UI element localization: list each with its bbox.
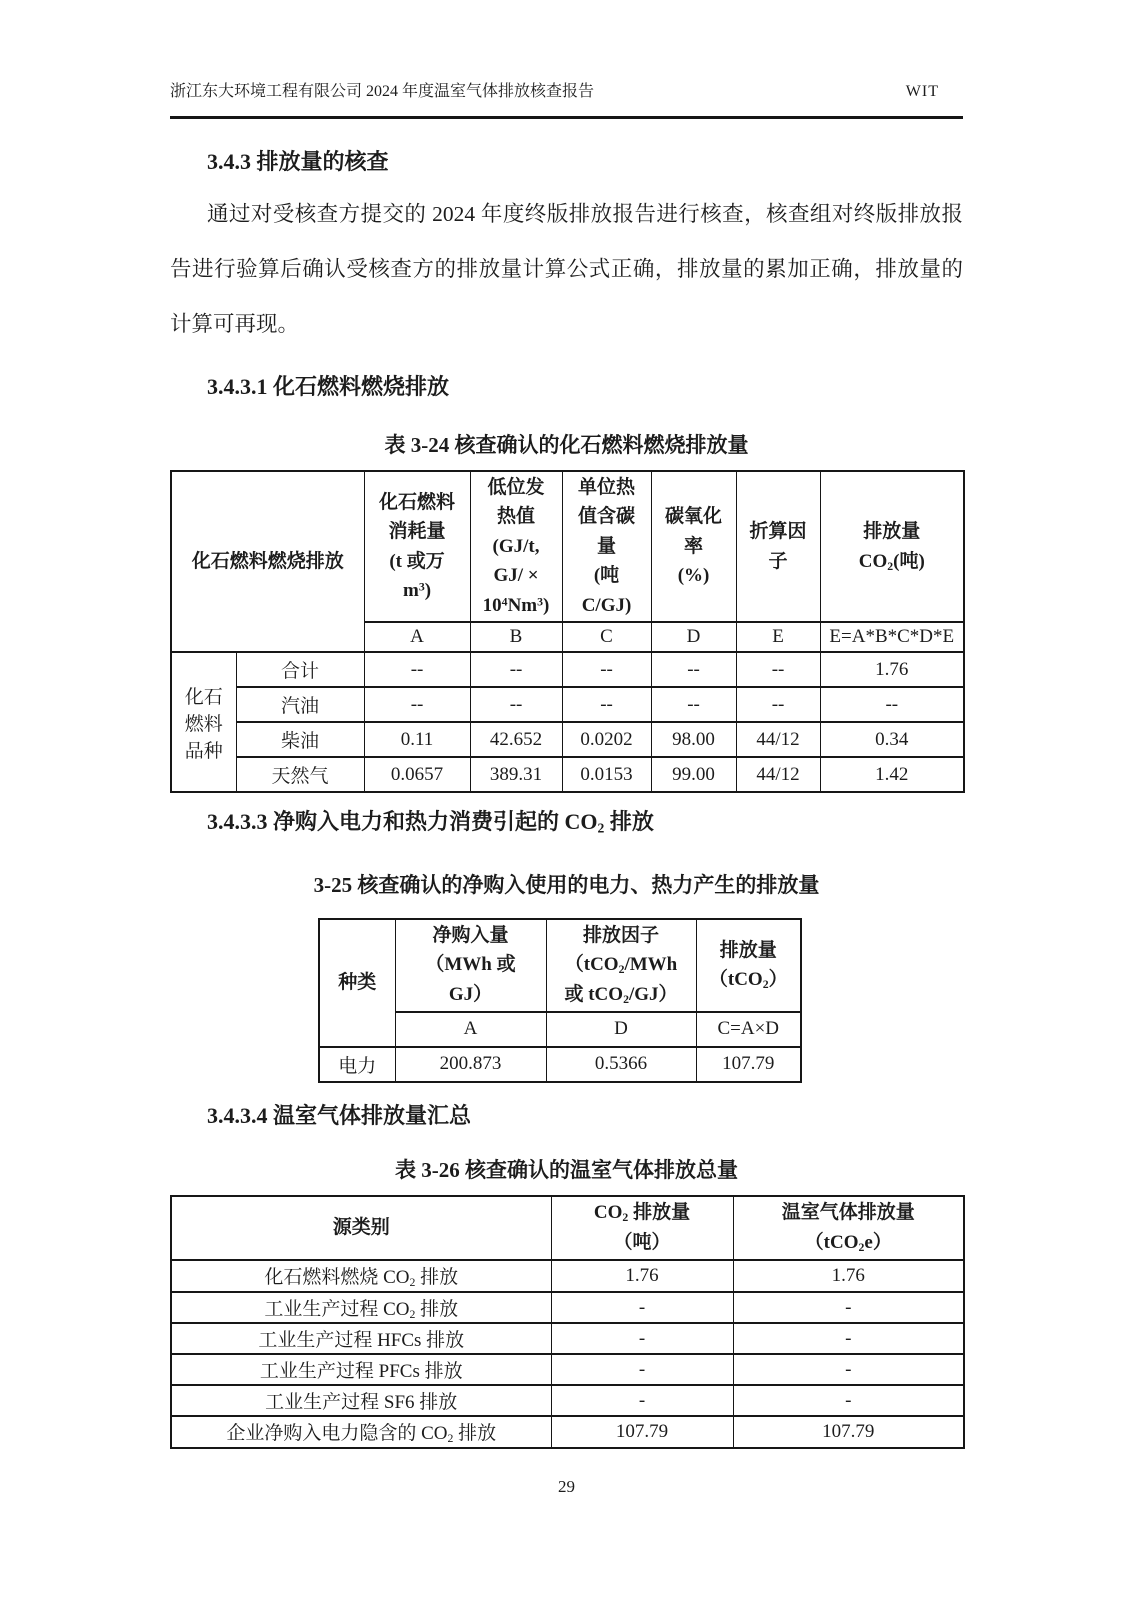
table-cell: 107.79	[551, 1416, 733, 1448]
t24-formula-cell: C	[562, 622, 651, 652]
table-3-24-caption: 表 3-24 核查确认的化石燃料燃烧排放量	[384, 433, 749, 457]
table-cell: -	[733, 1292, 964, 1324]
table-cell: -	[551, 1354, 733, 1385]
t25-column-header-emission: 排放量 （tCO$_2$）	[696, 919, 801, 1012]
table-cell: 1.76	[551, 1260, 733, 1292]
table-cell: 0.5366	[546, 1047, 696, 1082]
t25-column-header-net-purchase: 净购入量 （MWh 或 GJ）	[395, 919, 546, 1012]
ghg-emissions-summary-table	[170, 1195, 965, 1450]
table-cell: 1.42	[820, 757, 964, 792]
row-label: 工业生产过程 PFCs 排放	[171, 1354, 551, 1385]
page-number: 29	[558, 1477, 575, 1497]
t24-row-group-label: 化石 燃料 品种	[171, 652, 236, 792]
table-cell: 44/12	[736, 757, 820, 792]
table-cell: --	[562, 687, 651, 722]
table-cell: 0.0657	[364, 757, 470, 792]
t24-formula-cell: A	[364, 622, 470, 652]
t24-column-header-consumption: 化石燃料 消耗量 (t 或万 $m^3$)	[364, 471, 470, 622]
table-cell: 98.00	[651, 722, 736, 757]
t25-column-header-emission-factor: 排放因子 （tCO$_2$/MWh 或 tCO$_2$/GJ）	[546, 919, 696, 1012]
row-label: 柴油	[236, 722, 364, 757]
t24-column-header-carbon-content: 单位热 值含碳 量 (吨 C/GJ)	[562, 471, 651, 622]
table-cell: --	[364, 687, 470, 722]
table-cell: 0.11	[364, 722, 470, 757]
purchased-electricity-heat-table	[318, 918, 802, 1083]
t24-corner-header: 化石燃料燃烧排放	[171, 471, 364, 652]
table-cell: 0.0202	[562, 722, 651, 757]
t25-corner-header: 种类	[319, 919, 395, 1047]
table-cell: --	[470, 652, 562, 687]
table-cell: --	[651, 652, 736, 687]
fossil-fuel-combustion-table	[170, 470, 965, 793]
table-cell: 107.79	[696, 1047, 801, 1082]
section-heading-3-4-3: 3.4.3 排放量的核查	[207, 149, 389, 174]
row-label: 天然气	[236, 757, 364, 792]
table-cell: 200.873	[395, 1047, 546, 1082]
table-3-26-caption: 表 3-26 核查确认的温室气体排放总量	[395, 1157, 738, 1182]
t24-column-header-emission: 排放量 $CO_2$(吨)	[820, 471, 964, 622]
t26-column-header-co2-emission: $CO_2$ 排放量 （吨）	[551, 1196, 733, 1260]
t24-formula-cell: D	[651, 622, 736, 652]
table-cell: 99.00	[651, 757, 736, 792]
table-cell: --	[736, 687, 820, 722]
table-cell: 42.652	[470, 722, 562, 757]
table-cell: --	[364, 652, 470, 687]
section-heading-3-4-3-3: 3.4.3.3 净购入电力和热力消费引起的 $CO_2$ 排放	[207, 809, 654, 836]
row-label: 工业生产过程 HFCs 排放	[171, 1323, 551, 1354]
table-cell: --	[651, 687, 736, 722]
table-cell: -	[733, 1385, 964, 1416]
table-cell: 1.76	[820, 652, 964, 687]
page-content	[170, 0, 963, 1497]
table-cell: -	[551, 1323, 733, 1354]
header-title: 浙江东大环境工程有限公司 2024 年度温室气体排放核查报告	[170, 83, 595, 100]
t25-formula-cell: D	[546, 1012, 696, 1047]
body-paragraph: 通过对受核查方提交的 2024 年度终版排放报告进行核查，核查组对终版排放报告进行验算后确认受核查方的排放量计算公式正确，排放量的累加正确，排放量的计算可再现。	[170, 202, 963, 336]
row-label: 工业生产过程 SF6 排放	[171, 1385, 551, 1416]
t24-formula-cell: E	[736, 622, 820, 652]
table-cell: --	[736, 652, 820, 687]
table-cell: 389.31	[470, 757, 562, 792]
section-heading-3-4-3-4: 3.4.3.4 温室气体排放量汇总	[207, 1102, 472, 1128]
row-label: 合计	[236, 652, 364, 687]
table-cell: --	[820, 687, 964, 722]
table-cell: -	[551, 1385, 733, 1416]
t25-formula-cell: A	[395, 1012, 546, 1047]
t24-formula-cell: E=A*B*C*D*E	[820, 622, 964, 652]
t24-column-header-oxidation-rate: 碳氧化 率 (%)	[651, 471, 736, 622]
table-cell: 44/12	[736, 722, 820, 757]
table-3-25-caption: 3-25 核查确认的净购入使用的电力、热力产生的排放量	[313, 872, 820, 897]
table-cell: --	[470, 687, 562, 722]
table-cell: 0.0153	[562, 757, 651, 792]
table-cell: -	[551, 1292, 733, 1324]
page-header	[170, 0, 963, 119]
table-cell: -	[733, 1354, 964, 1385]
t24-formula-cell: B	[470, 622, 562, 652]
header-mark: WIT	[905, 83, 939, 100]
table-cell: --	[562, 652, 651, 687]
table-cell: 0.34	[820, 722, 964, 757]
row-label: 企业净购入电力隐含的 $CO_2$ 排放	[171, 1416, 551, 1448]
t25-formula-cell: C=A×D	[696, 1012, 801, 1047]
table-cell: 107.79	[733, 1416, 964, 1448]
row-label: 汽油	[236, 687, 364, 722]
row-label: 化石燃料燃烧 $CO_2$ 排放	[171, 1260, 551, 1292]
row-label: 电力	[319, 1047, 395, 1082]
t24-column-header-conversion-factor: 折算因 子	[736, 471, 820, 622]
t26-column-header-ghg-emission: 温室气体排放量 （tCO$_2$e）	[733, 1196, 964, 1260]
row-label: 工业生产过程 $CO_2$ 排放	[171, 1292, 551, 1324]
table-cell: 1.76	[733, 1260, 964, 1292]
section-heading-3-4-3-1: 3.4.3.1 化石燃料燃烧排放	[207, 374, 450, 399]
table-cell: -	[733, 1323, 964, 1354]
t24-column-header-heat-value: 低位发 热值 (GJ/t, GJ/ × $10^4Nm^3$)	[470, 471, 562, 622]
t26-column-header-source: 源类别	[171, 1196, 551, 1260]
